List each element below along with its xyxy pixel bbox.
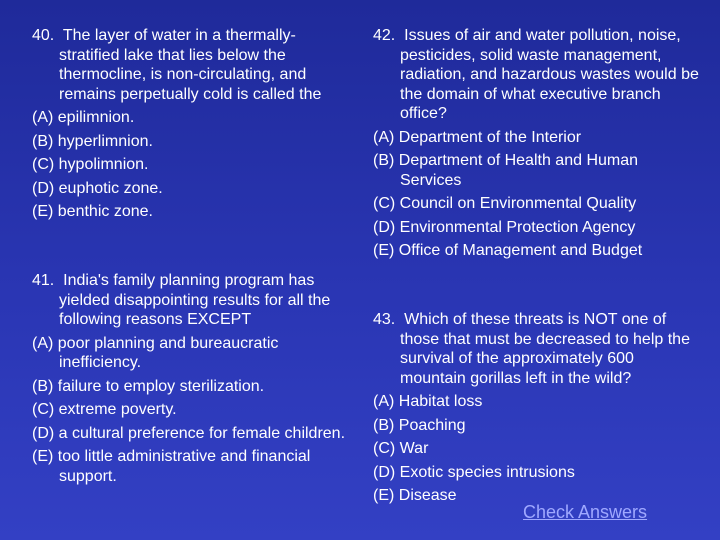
question-43-option-c: (C) War [373,440,429,457]
question-41-option-d: (D) a cultural preference for female children. [32,424,346,442]
question-41-number: 41. [32,272,55,289]
question-41-option-a: (A) poor planning and bureaucratic inefficiency. [32,334,279,371]
question-43-option-a: (A) Habitat loss [373,393,483,410]
question-41-option-c: (C) extreme poverty. [32,401,177,418]
question-42-option-a: (A) Department of the Interior [373,128,582,146]
question-41 [32,271,350,486]
question-42-option-b: (B) Department of Health and Human Services [373,152,639,189]
question-41-option-b: (B) failure to employ sterilization. [32,377,265,395]
question-40-option-e: (E) benthic zone. [32,203,153,220]
question-41-text: India's family planning program has yielded disappointing results for all the following reasons EXCEPT [59,272,331,328]
question-41-option-e: (E) too little administrative and financial support. [32,448,311,485]
question-42-text: Issues of air and water pollution, noise, pesticides, solid waste management, radiation, and hazardous wastes would be the domain of what executive branch office? [400,27,699,122]
question-42-option-c: (C) Council on Environmental Quality [373,195,637,212]
question-43-text: Which of these threats is NOT one of those that must be decreased to help the survival of the approximately 600 mountain gorillas left in the wild? [400,311,690,387]
question-40-option-b: (B) hyperlimnion. [32,132,153,150]
question-40-option-d: (D) euphotic zone. [32,179,163,197]
question-42-option-e: (E) Office of Management and Budget [373,242,643,259]
question-43-stem [373,310,703,388]
question-42-stem [373,26,703,124]
question-42 [373,26,703,261]
question-40-option-a: (A) epilimnion. [32,109,135,126]
question-43-number: 43. [373,311,396,328]
check-answers-link[interactable]: Check Answers [523,502,648,522]
question-43-option-e: (E) Disease [373,487,457,504]
question-42-option-d: (D) Environmental Protection Agency [373,218,636,236]
question-40-number: 40. [32,27,55,44]
question-42-number: 42. [373,27,396,44]
question-43-option-d: (D) Exotic species intrusions [373,463,575,481]
question-41-stem [32,271,350,330]
question-40-option-c: (C) hypolimnion. [32,156,149,173]
question-40-options [32,108,350,222]
question-43-options [373,392,703,506]
question-43 [373,310,703,506]
question-40-text: The layer of water in a thermally-stratified lake that lies below the thermocline, is non-circulating, and remains perpetually cold is called the [59,27,322,103]
question-43-option-b: (B) Poaching [373,416,466,434]
question-40 [32,26,350,222]
question-42-options [373,128,703,261]
question-40-stem [32,26,350,104]
question-41-options [32,334,350,487]
